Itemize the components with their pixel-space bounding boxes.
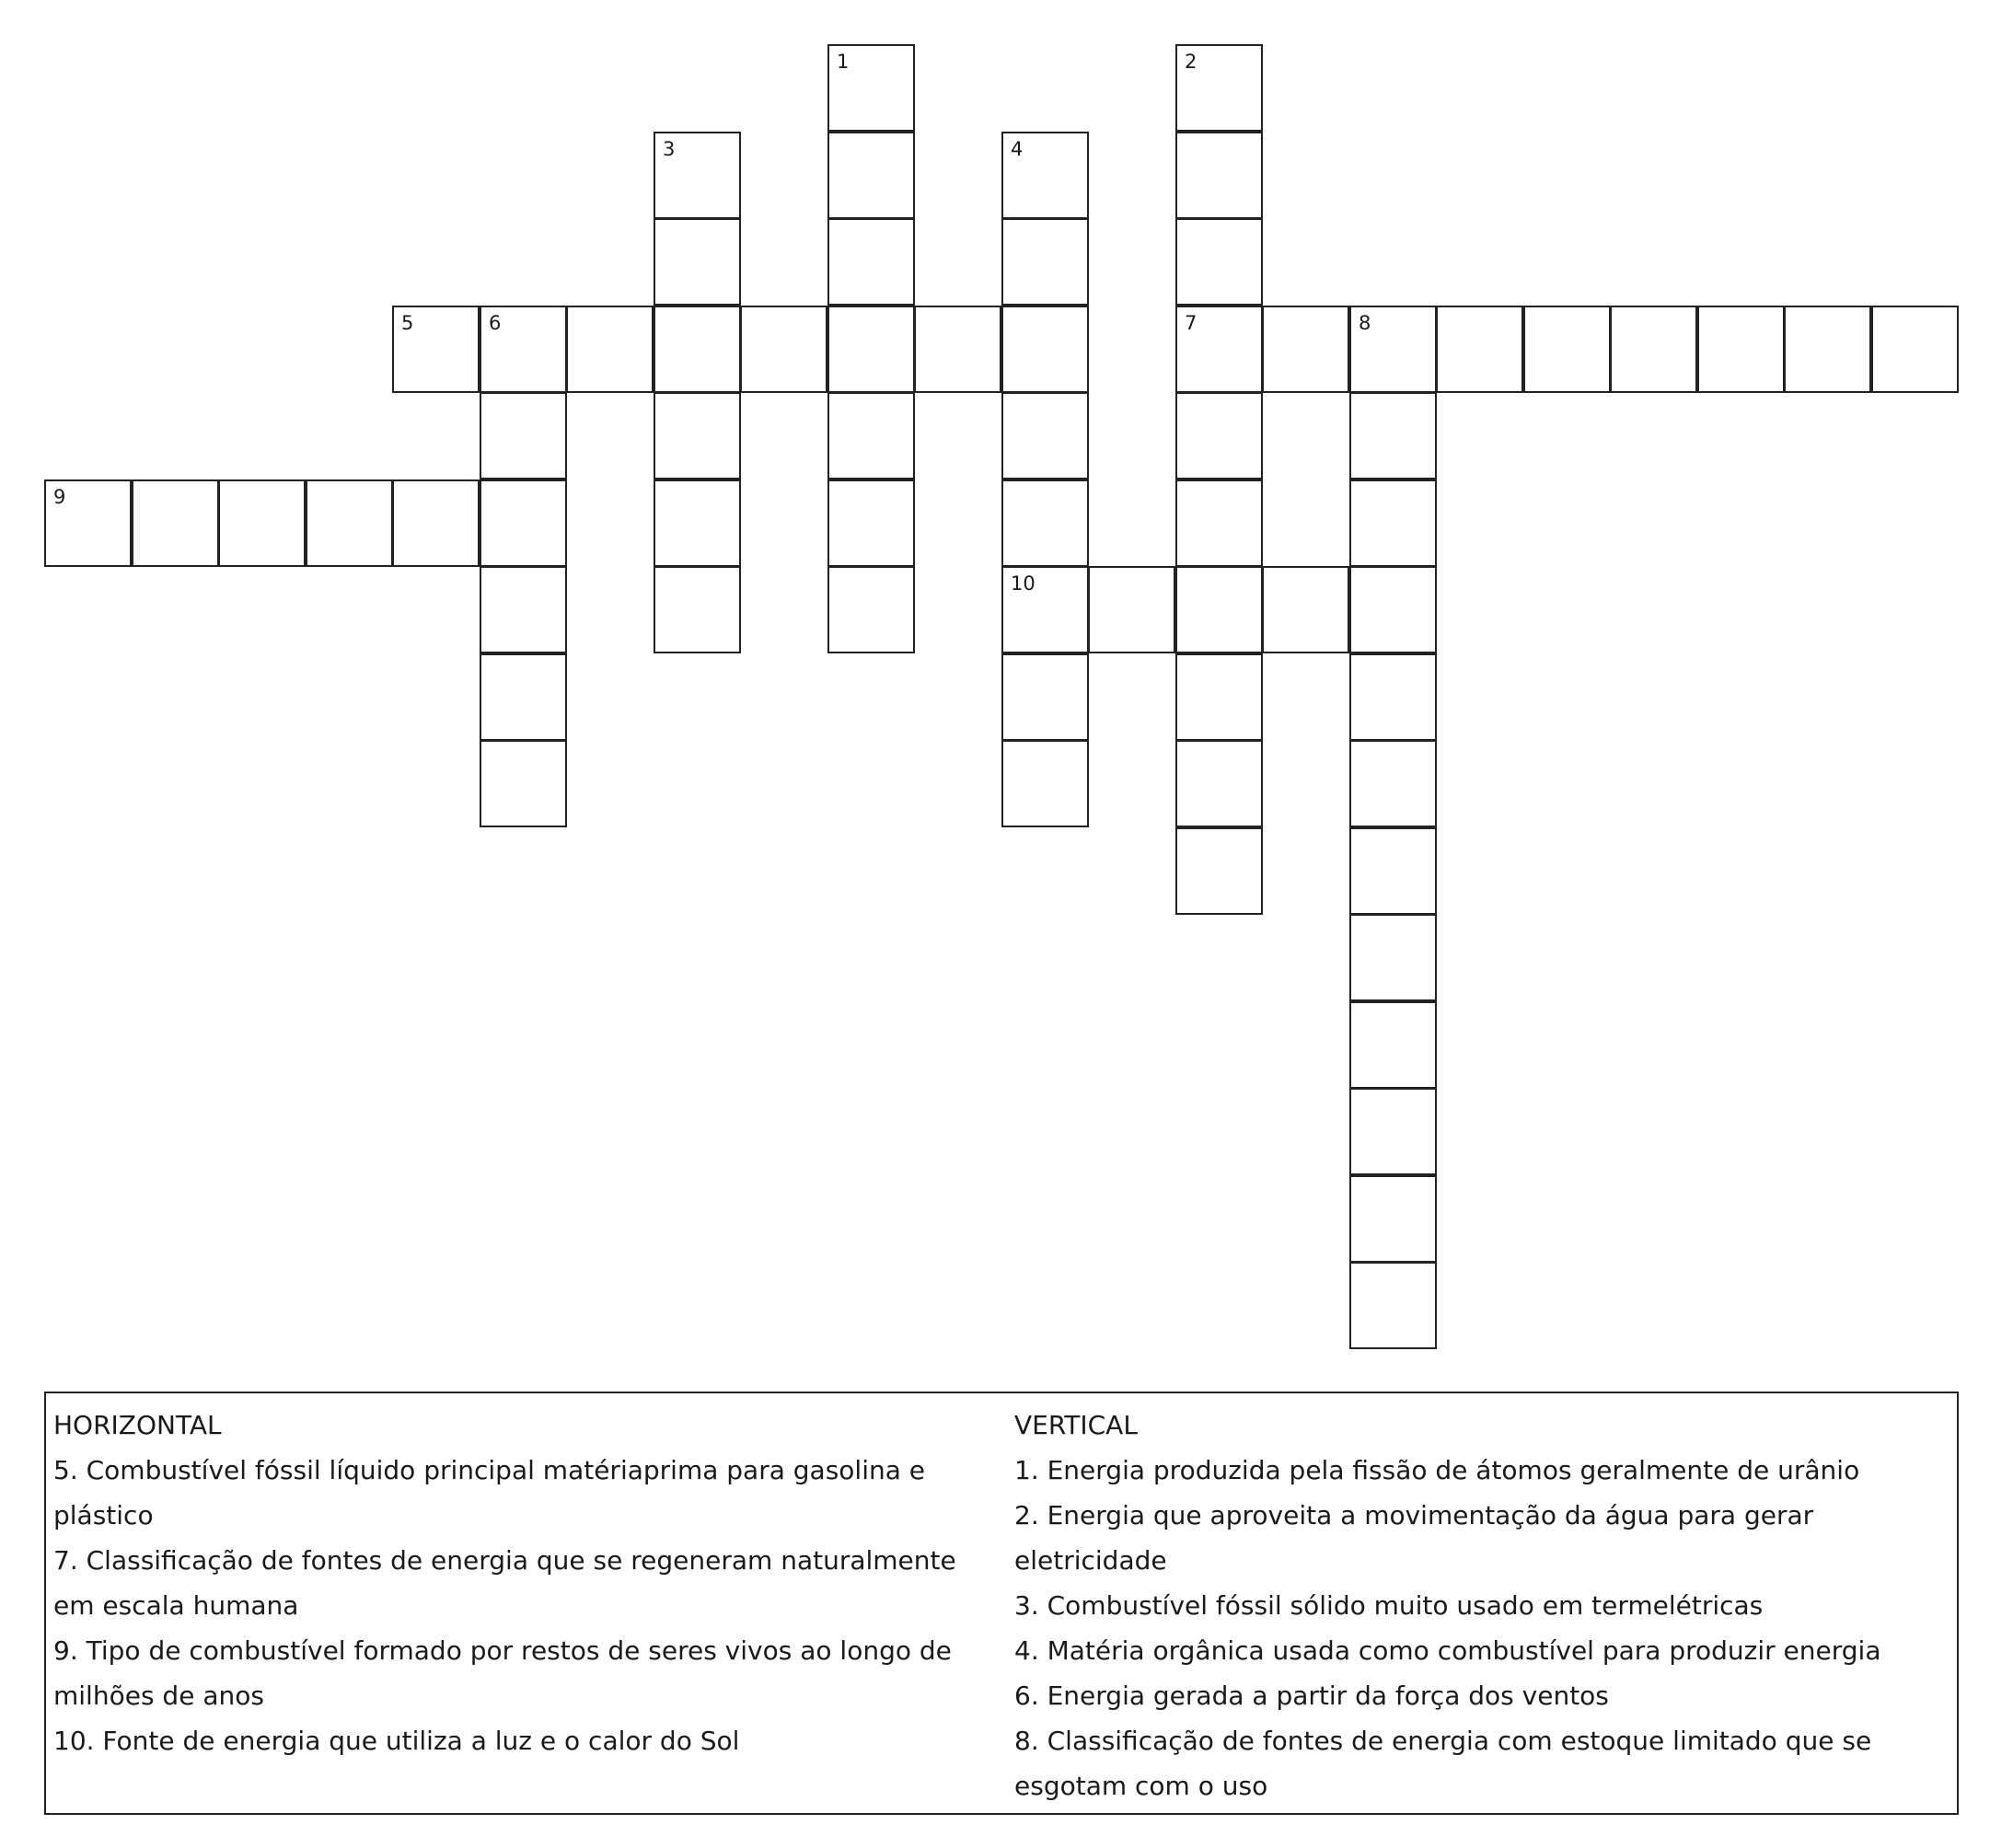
grid-cell[interactable] xyxy=(1349,1175,1437,1263)
grid-cell[interactable] xyxy=(1175,392,1263,479)
grid-cell[interactable] xyxy=(1349,392,1437,479)
grid-cell[interactable] xyxy=(1871,306,1959,393)
grid-cell[interactable] xyxy=(654,306,741,393)
grid-cell[interactable] xyxy=(1349,1088,1437,1175)
clue-number: 10 xyxy=(1011,572,1035,595)
grid-cell[interactable] xyxy=(1001,740,1089,827)
grid-cell[interactable] xyxy=(218,479,306,567)
clue-down-8: 8. Classificação de fontes de energia com estoque limitado que se esgotam com o uso xyxy=(1014,1726,1872,1801)
grid-cell[interactable] xyxy=(827,218,915,306)
grid-cell[interactable] xyxy=(827,306,915,393)
grid-cell[interactable] xyxy=(1349,827,1437,915)
grid-cell[interactable] xyxy=(1349,306,1437,393)
grid-cell[interactable] xyxy=(1523,306,1611,393)
clue-number: 3 xyxy=(663,138,676,160)
grid-cell[interactable] xyxy=(480,653,567,741)
grid-cell[interactable] xyxy=(914,306,1001,393)
clue-number: 7 xyxy=(1185,312,1197,334)
grid-cell[interactable] xyxy=(1001,653,1089,741)
grid-cell[interactable] xyxy=(1349,566,1437,653)
clue-down-3: 3. Combustível fóssil sólido muito usado em termelétricas xyxy=(1014,1590,1764,1621)
grid-cell[interactable] xyxy=(1349,479,1437,567)
grid-cell[interactable] xyxy=(1262,566,1349,653)
grid-cell[interactable] xyxy=(1349,1262,1437,1349)
clue-across-9: 9. Tipo de combustível formado por restos de seres vivos ao longo de milhões de anos xyxy=(53,1635,952,1711)
grid-cell[interactable] xyxy=(1175,306,1263,393)
grid-cell[interactable] xyxy=(1349,740,1437,827)
grid-cell[interactable] xyxy=(1436,306,1523,393)
grid-cell[interactable] xyxy=(654,132,741,219)
grid-cell[interactable] xyxy=(480,479,567,567)
grid-cell[interactable] xyxy=(1175,44,1263,132)
clue-down-2: 2. Energia que aproveita a movimentação da água para gerar eletricidade xyxy=(1014,1500,1814,1576)
grid-cell[interactable] xyxy=(480,306,567,393)
clue-number: 8 xyxy=(1359,312,1371,334)
grid-cell[interactable] xyxy=(740,306,827,393)
grid-cell[interactable] xyxy=(480,566,567,653)
across-clues xyxy=(53,1403,1001,1763)
clue-number: 1 xyxy=(837,51,850,73)
grid-cell[interactable] xyxy=(1175,653,1263,741)
grid-cell[interactable] xyxy=(480,392,567,479)
grid-cell[interactable] xyxy=(1175,479,1263,567)
grid-cell[interactable] xyxy=(827,566,915,653)
grid-cell[interactable] xyxy=(1001,132,1089,219)
grid-cell[interactable] xyxy=(1262,306,1349,393)
grid-cell[interactable] xyxy=(1175,566,1263,653)
grid-cell[interactable] xyxy=(827,44,915,132)
grid-cell[interactable] xyxy=(1349,653,1437,741)
grid-cell[interactable] xyxy=(1175,218,1263,306)
down-clues xyxy=(1014,1403,1953,1808)
grid-cell[interactable] xyxy=(827,392,915,479)
clue-across-7: 7. Classificação de fontes de energia que se regeneram naturalmente em escala humana xyxy=(53,1545,956,1621)
grid-cell[interactable] xyxy=(1784,306,1871,393)
down-heading: VERTICAL xyxy=(1014,1410,1138,1440)
grid-cell[interactable] xyxy=(1349,1001,1437,1089)
grid-cell[interactable] xyxy=(654,479,741,567)
grid-cell[interactable] xyxy=(480,740,567,827)
grid-cell[interactable] xyxy=(566,306,654,393)
grid-cell[interactable] xyxy=(1175,132,1263,219)
grid-cell[interactable] xyxy=(44,479,132,567)
clue-number: 4 xyxy=(1011,138,1024,160)
grid-cell[interactable] xyxy=(392,306,480,393)
grid-cell[interactable] xyxy=(306,479,393,567)
grid-cell[interactable] xyxy=(1175,740,1263,827)
grid-cell[interactable] xyxy=(1349,914,1437,1001)
grid-cell[interactable] xyxy=(1001,392,1089,479)
grid-cell[interactable] xyxy=(827,479,915,567)
grid-cell[interactable] xyxy=(1697,306,1785,393)
grid-cell[interactable] xyxy=(654,392,741,479)
grid-cell[interactable] xyxy=(1175,827,1263,915)
grid-cell[interactable] xyxy=(654,218,741,306)
clue-number: 5 xyxy=(401,312,414,334)
clue-down-1: 1. Energia produzida pela fissão de átomos geralmente de urânio xyxy=(1014,1455,1860,1485)
clue-number: 6 xyxy=(489,312,502,334)
grid-cell[interactable] xyxy=(827,132,915,219)
clue-across-10: 10. Fonte de energia que utiliza a luz e o calor do Sol xyxy=(53,1726,740,1756)
grid-cell[interactable] xyxy=(392,479,480,567)
grid-cell[interactable] xyxy=(1001,306,1089,393)
clue-across-5: 5. Combustível fóssil líquido principal matériaprima para gasolina e plástico xyxy=(53,1455,926,1530)
across-heading: HORIZONTAL xyxy=(53,1410,222,1440)
clue-number: 9 xyxy=(53,486,66,508)
grid-cell[interactable] xyxy=(1088,566,1175,653)
clue-down-4: 4. Matéria orgânica usada como combustível para produzir energia xyxy=(1014,1635,1881,1666)
clue-number: 2 xyxy=(1185,51,1197,73)
grid-cell[interactable] xyxy=(1001,218,1089,306)
grid-cell[interactable] xyxy=(654,566,741,653)
grid-cell[interactable] xyxy=(132,479,219,567)
grid-cell[interactable] xyxy=(1001,479,1089,567)
clue-box xyxy=(44,1392,1959,1815)
grid-cell[interactable] xyxy=(1610,306,1697,393)
grid-cell[interactable] xyxy=(1001,566,1089,653)
clue-down-6: 6. Energia gerada a partir da força dos ventos xyxy=(1014,1681,1609,1711)
